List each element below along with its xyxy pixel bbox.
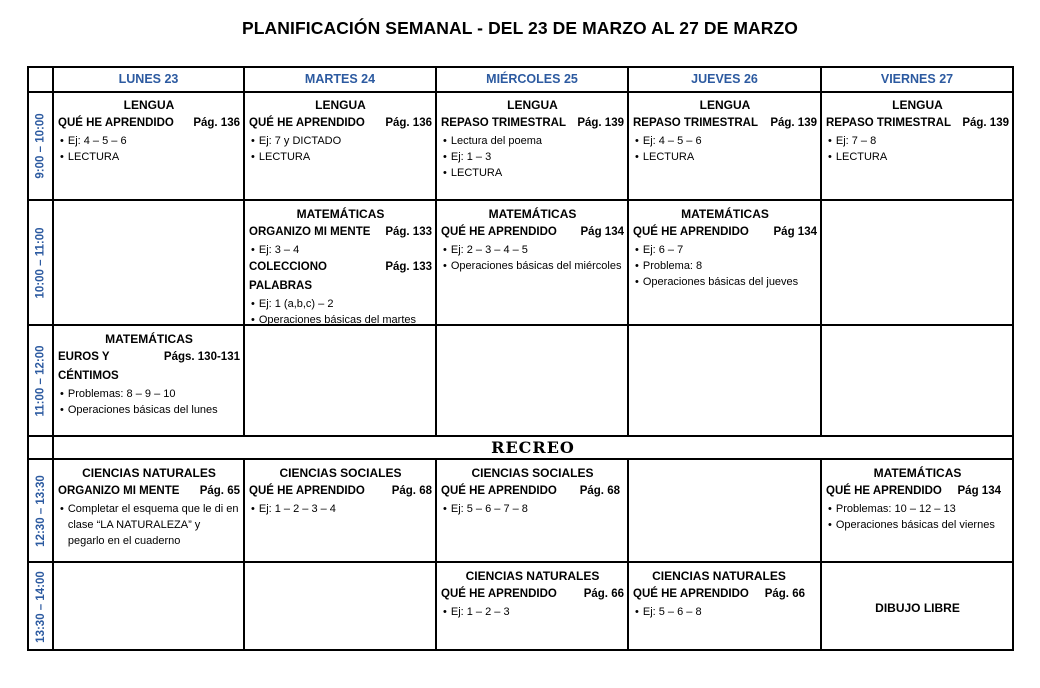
cell-miercoles-1230 bbox=[437, 462, 627, 517]
list-item: • Ej: 4 – 5 – 6 bbox=[635, 135, 702, 147]
list-item: • Ej: 7 – 8 bbox=[828, 135, 877, 147]
subject-title: MATEMÁTICAS bbox=[296, 207, 385, 221]
activity-title: COLECCIONO PALABRAS bbox=[249, 261, 327, 292]
activity-title: ORGANIZO MI MENTE bbox=[249, 226, 371, 238]
cell-viernes-1330 bbox=[822, 563, 1012, 651]
time-slot-5 bbox=[29, 563, 52, 651]
activity-title: REPASO TRIMESTRAL bbox=[633, 117, 759, 129]
time-label: 13:30 – 14:00 bbox=[34, 571, 47, 643]
time-slot-1 bbox=[29, 93, 52, 199]
list-item: • LECTURA bbox=[443, 167, 503, 179]
activity-title: QUÉ HE APRENDIDO bbox=[826, 485, 942, 497]
subject-title: LENGUA bbox=[892, 98, 943, 112]
row-divider bbox=[27, 458, 1014, 460]
page-title: PLANIFICACIÓN SEMANAL - DEL 23 DE MARZO AL 27 DE MARZO bbox=[241, 18, 799, 38]
activity-title: QUÉ HE APRENDIDO bbox=[441, 485, 557, 497]
subject-title: CIENCIAS SOCIALES bbox=[471, 466, 594, 480]
day-header-viernes: VIERNES 27 bbox=[880, 72, 954, 86]
subject-title: MATEMÁTICAS bbox=[105, 332, 193, 346]
list-item: • Operaciones básicas del jueves bbox=[635, 276, 799, 288]
cell-martes-10 bbox=[245, 203, 435, 328]
list-item: • Ej: 7 y DICTADO bbox=[251, 135, 342, 147]
cell-viernes-9 bbox=[822, 94, 1012, 165]
list-item: • Ej: 1 – 2 – 3 – 4 bbox=[251, 503, 336, 515]
subject-title: LENGUA bbox=[123, 98, 175, 112]
time-slot-2 bbox=[29, 201, 52, 324]
list-item: • Operaciones básicas del miércoles bbox=[443, 260, 622, 272]
list-item: • Problemas: 10 – 12 – 13 bbox=[828, 503, 956, 515]
activity-title: QUÉ HE APRENDIDO bbox=[633, 588, 749, 600]
page-ref: Pág. 133 bbox=[385, 261, 432, 273]
time-label: 10:00 – 11:00 bbox=[34, 227, 47, 298]
cell-miercoles-1330 bbox=[437, 565, 627, 620]
time-slot-3 bbox=[29, 326, 52, 435]
page-ref: Pág. 68 bbox=[579, 485, 620, 497]
subject-title: LENGUA bbox=[699, 98, 751, 112]
list-item: • Ej: 3 – 4 bbox=[251, 244, 300, 256]
page-ref: Pág. 66 bbox=[764, 588, 805, 600]
page-ref: Pág. 136 bbox=[385, 117, 432, 129]
subject-title: LENGUA bbox=[315, 98, 366, 112]
time-label: 12:30 – 13:30 bbox=[34, 474, 47, 547]
list-item: • Problemas: 8 – 9 – 10 bbox=[60, 388, 176, 400]
cell-viernes-1230 bbox=[822, 462, 1012, 533]
page-ref: Págs. 130-131 bbox=[163, 351, 240, 363]
page-ref: Pág 134 bbox=[773, 226, 817, 238]
list-item: • Operaciones básicas del viernes bbox=[828, 519, 995, 531]
subject-title: MATEMÁTICAS bbox=[488, 207, 577, 221]
row-divider bbox=[27, 435, 1014, 437]
page-ref: Pág 134 bbox=[580, 226, 624, 238]
subject-title: CIENCIAS NATURALES bbox=[652, 569, 786, 583]
cell-jueves-10 bbox=[629, 203, 820, 290]
list-item: • Ej: 2 – 3 – 4 – 5 bbox=[443, 244, 528, 256]
list-item: • LECTURA bbox=[251, 151, 311, 163]
activity-title: QUÉ HE APRENDIDO bbox=[58, 117, 174, 129]
list-item: • Lectura del poema bbox=[443, 135, 542, 147]
cell-jueves-1330 bbox=[629, 565, 820, 620]
activity-title: QUÉ HE APRENDIDO bbox=[633, 226, 749, 238]
activity-title: QUÉ HE APRENDIDO bbox=[249, 485, 365, 497]
row-divider bbox=[27, 91, 1014, 93]
list-item: • LECTURA bbox=[60, 151, 120, 163]
activity-title: QUÉ HE APRENDIDO bbox=[249, 117, 365, 129]
col-divider bbox=[627, 458, 629, 651]
list-item: • Completar el esquema que le di en clase “LA NATURALEZA” y pegarlo en el cuaderno bbox=[60, 503, 239, 547]
activity-title: QUÉ HE APRENDIDO bbox=[441, 588, 557, 600]
page-ref: Pág. 133 bbox=[385, 226, 432, 238]
time-slot-4 bbox=[29, 460, 52, 561]
cell-martes-1230 bbox=[245, 462, 435, 517]
list-item: • Problema: 8 bbox=[635, 260, 703, 272]
day-header-lunes: LUNES 23 bbox=[118, 72, 179, 86]
time-label: 11:00 – 12:00 bbox=[34, 345, 47, 416]
page-ref: Pág. 68 bbox=[391, 485, 432, 497]
cell-martes-9 bbox=[245, 94, 435, 165]
list-item: • LECTURA bbox=[635, 151, 695, 163]
cell-lunes-11 bbox=[54, 328, 243, 418]
page-ref: Pág. 139 bbox=[962, 117, 1009, 129]
time-label: 9:00 – 10:00 bbox=[34, 113, 47, 179]
row-divider bbox=[27, 199, 1014, 201]
list-item: • Operaciones básicas del martes bbox=[251, 314, 416, 326]
day-header-miercoles: MIÉRCOLES 25 bbox=[486, 72, 578, 86]
row-divider bbox=[27, 324, 1014, 326]
cell-lunes-9 bbox=[54, 94, 243, 165]
page-ref: Pág. 65 bbox=[199, 485, 240, 497]
activity-title: REPASO TRIMESTRAL bbox=[826, 117, 952, 129]
list-item: • Ej: 1 – 3 bbox=[443, 151, 492, 163]
list-item: • Ej: 1 (a,b,c) – 2 bbox=[251, 298, 334, 310]
cell-miercoles-10 bbox=[437, 203, 627, 274]
page-ref: Pág. 136 bbox=[193, 117, 240, 129]
list-item: • Ej: 1 – 2 – 3 bbox=[443, 606, 510, 618]
list-item: • Ej: 5 – 6 – 8 bbox=[635, 606, 702, 618]
page-ref: Pág. 139 bbox=[577, 117, 624, 129]
list-item: • LECTURA bbox=[828, 151, 888, 163]
subject-title: MATEMÁTICAS bbox=[681, 207, 769, 221]
recreo-banner: RECREO bbox=[491, 438, 575, 457]
list-item: • Ej: 6 – 7 bbox=[635, 244, 684, 256]
cell-lunes-1230 bbox=[54, 462, 243, 549]
page-ref: Pág. 66 bbox=[583, 588, 624, 600]
cell-jueves-9 bbox=[629, 94, 820, 165]
subject-title: CIENCIAS NATURALES bbox=[82, 466, 216, 480]
activity-title: EUROS Y CÉNTIMOS bbox=[58, 351, 119, 382]
day-header-jueves: JUEVES 26 bbox=[691, 72, 758, 86]
page-ref: Pág 134 bbox=[957, 485, 1001, 497]
subject-title: MATEMÁTICAS bbox=[873, 466, 962, 480]
day-header-martes: MARTES 24 bbox=[304, 72, 376, 86]
list-item: • Ej: 5 – 6 – 7 – 8 bbox=[443, 503, 528, 515]
list-item: • Ej: 4 – 5 – 6 bbox=[60, 135, 127, 147]
activity-title: QUÉ HE APRENDIDO bbox=[441, 226, 557, 238]
subject-title: LENGUA bbox=[507, 98, 558, 112]
subject-title: CIENCIAS NATURALES bbox=[465, 569, 600, 583]
cell-miercoles-9 bbox=[437, 94, 627, 181]
activity-title: REPASO TRIMESTRAL bbox=[441, 117, 567, 129]
subject-title: CIENCIAS SOCIALES bbox=[279, 466, 402, 480]
activity-title: ORGANIZO MI MENTE bbox=[58, 485, 180, 497]
list-item: • Operaciones básicas del lunes bbox=[60, 404, 218, 416]
subject-title: DIBUJO LIBRE bbox=[875, 601, 960, 615]
page-ref: Pág. 139 bbox=[770, 117, 817, 129]
